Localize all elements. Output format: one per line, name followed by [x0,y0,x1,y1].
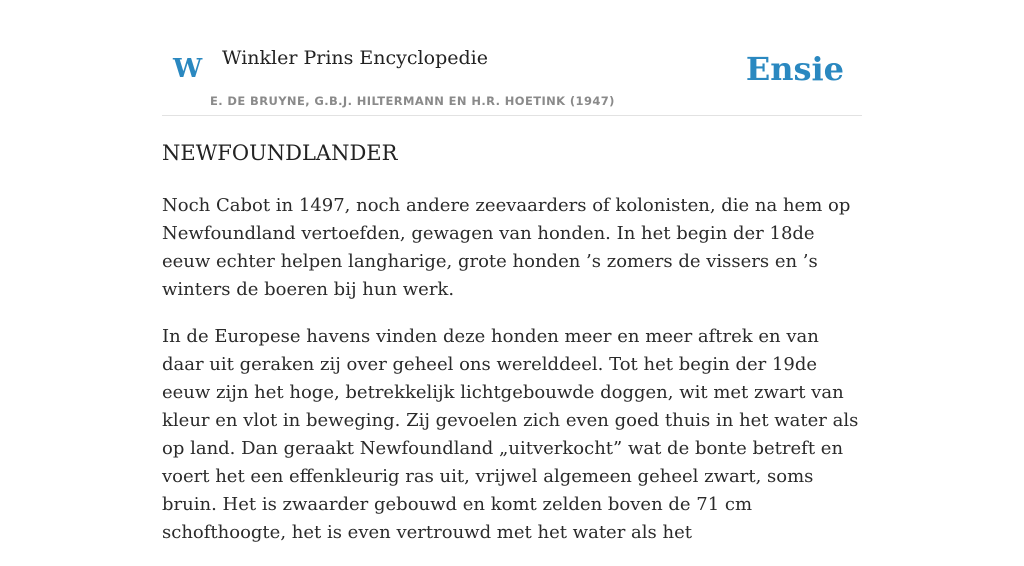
article-title: NEWFOUNDLANDER [162,141,398,165]
publication-authors: E. DE BRUYNE, G.B.J. HILTERMANN EN H.R. HOETINK (1947) [210,94,615,108]
site-header [162,40,862,116]
article-paragraph: Noch Cabot in 1497, noch andere zeevaarders of kolonisten, die na hem op Newfoundland vertoefden, gewagen van honden. In het begin der 18de eeuw echter helpen langharige, grote honden ’s zomers de vissers en ’s winters de boeren bij hun werk. [162,195,851,300]
article-paragraph: In de Europese havens vinden deze honden meer en meer aftrek en van daar uit geraken zij over geheel ons werelddeel. Tot het begin der 19de eeuw zijn het hoge, betrekkelijk lichtgebouwde doggen, wit met zwart van kleur en vlot in beweging. Zij gevoelen zich even goed thuis in het water als op land. Dan geraakt Newfoundland „uitverkocht” wat de bonte betreft en voert het een effenkleurig ras uit, vrijwel algemeen geheel zwart, soms bruin. Het is zwaarder gebouwd en komt zelden boven de 71 cm schofthoogte, het is even vertrouwd met het water als het [162,326,859,543]
publication-logo[interactable]: W [173,54,203,84]
ensie-brand-link[interactable]: Ensie [745,50,844,88]
article-body [162,192,864,566]
publication-title[interactable]: Winkler Prins Encyclopedie [222,47,488,69]
